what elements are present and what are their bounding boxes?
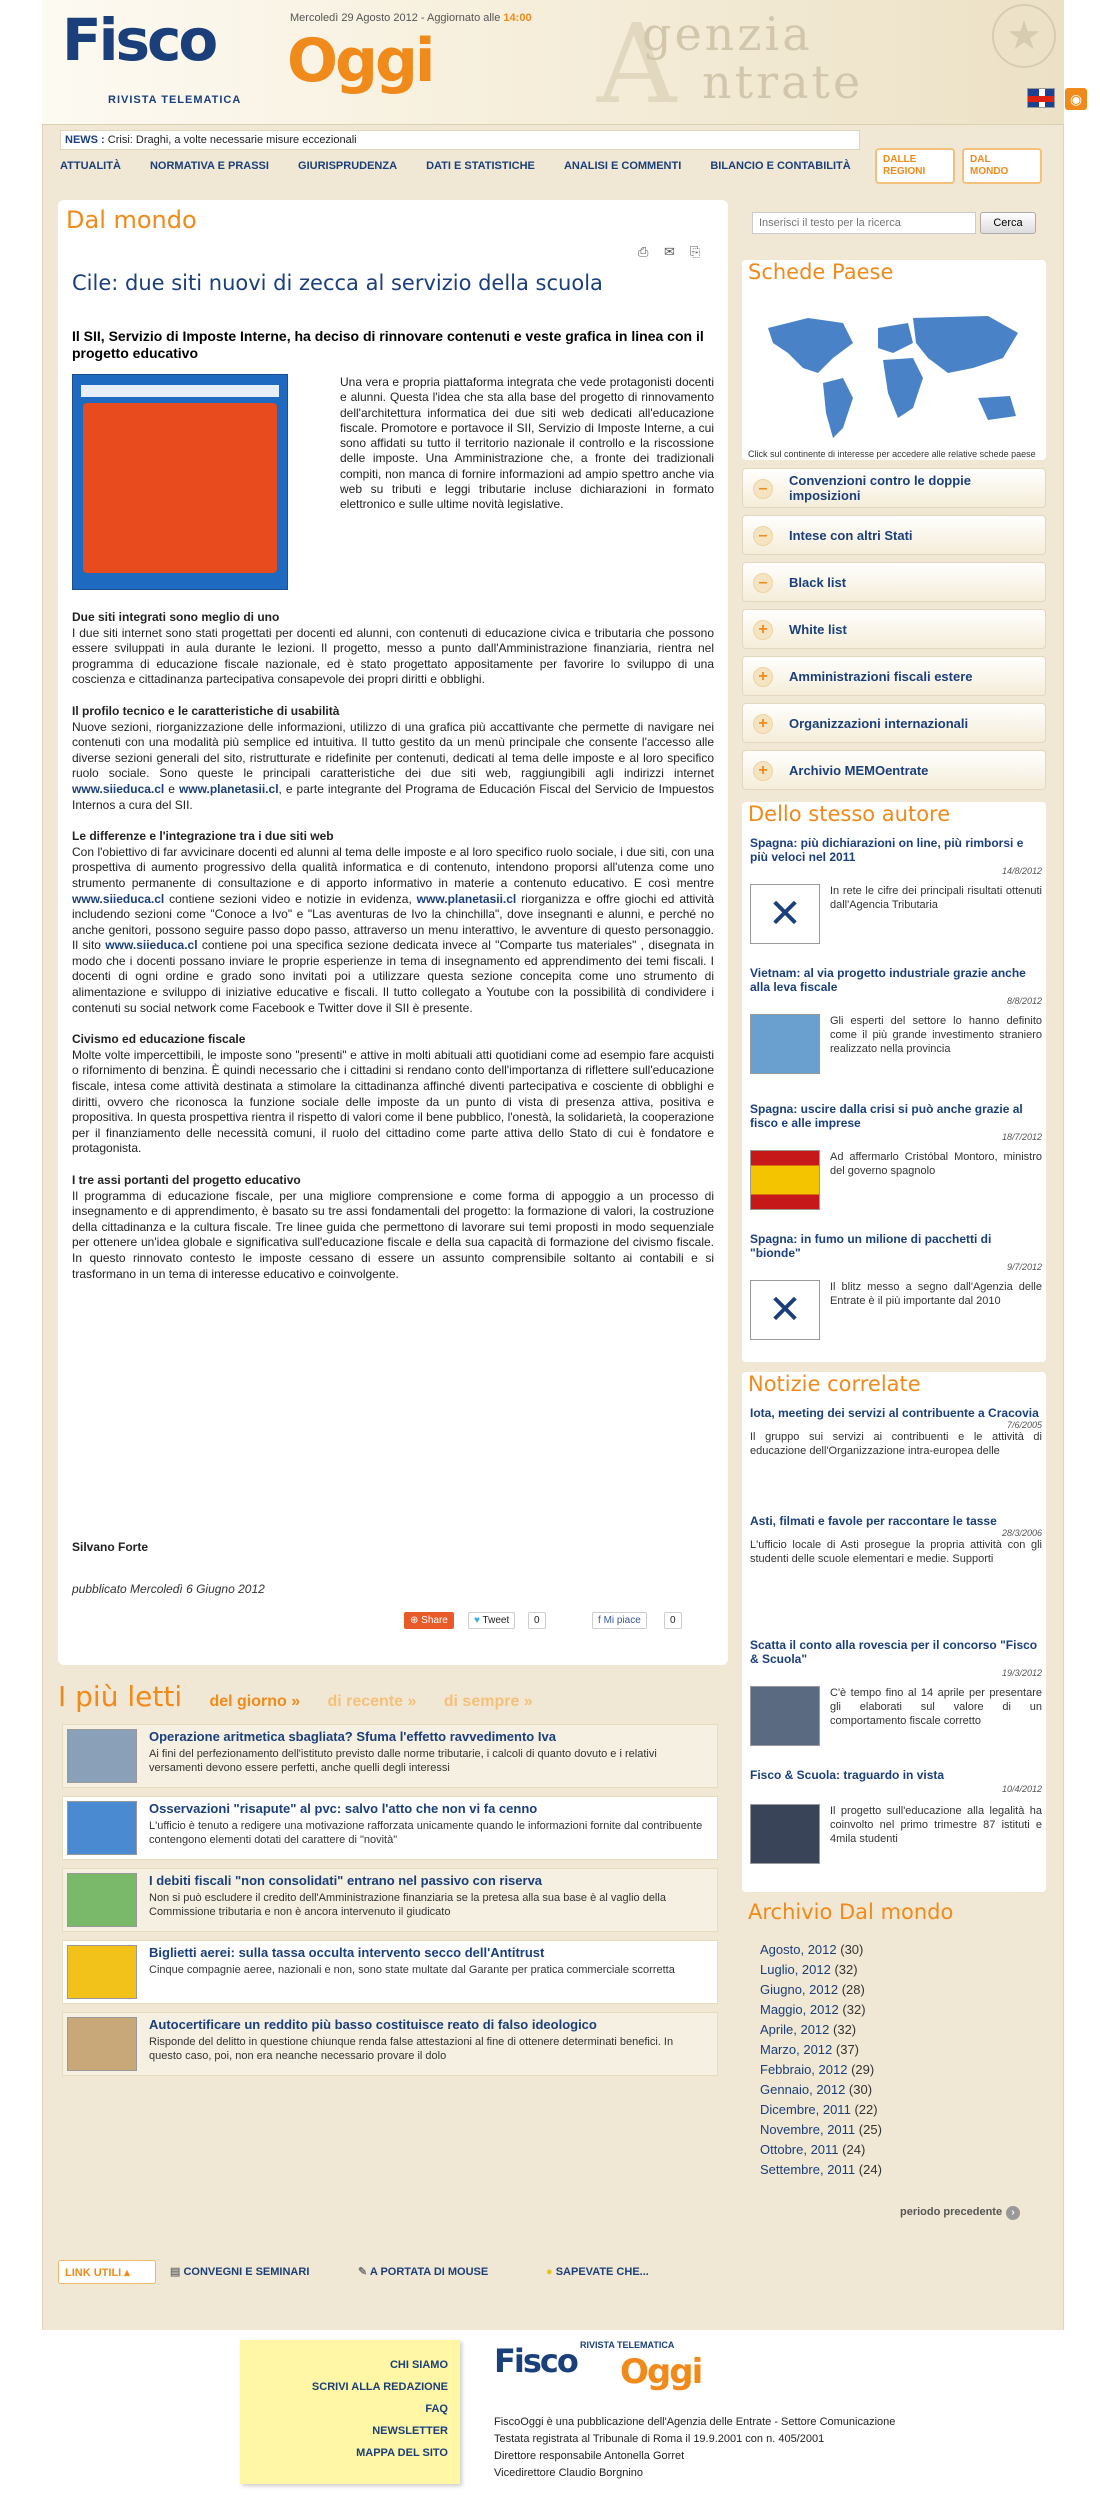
- mondo-line2: MONDO: [970, 166, 1009, 177]
- tweet-count: 0: [528, 1612, 546, 1629]
- sidebar: [740, 200, 1050, 2240]
- accordion-label[interactable]: Convenzioni contro le doppie imposizioni: [789, 473, 971, 503]
- accordion-black-list[interactable]: [742, 562, 1046, 602]
- accordion-organizzazioni[interactable]: [742, 703, 1046, 743]
- previous-period-link[interactable]: [900, 2206, 1020, 2220]
- convegni-link[interactable]: [170, 2260, 309, 2284]
- archive-count: (24): [858, 2162, 882, 2177]
- article-author: Silvano Forte: [72, 1540, 149, 1554]
- item-title[interactable]: Biglietti aerei: sulla tassa occulta intervento secco dell'Antitrust: [149, 1945, 545, 1960]
- plus-icon: +: [753, 714, 773, 734]
- photo-thumbnail: [750, 1686, 820, 1746]
- agencia-tributaria-icon: ✕: [750, 884, 820, 944]
- article-container: [58, 200, 728, 1665]
- search-input[interactable]: [752, 212, 976, 234]
- scrivi-redazione-link[interactable]: SCRIVI ALLA REDAZIONE: [311, 2381, 448, 2393]
- archive-item[interactable]: [760, 2140, 882, 2160]
- accordion-label[interactable]: Black list: [789, 574, 847, 590]
- archive-item[interactable]: [760, 2040, 882, 2060]
- item-title[interactable]: Asti, filmati e favole per raccontare le tasse: [750, 1514, 997, 1528]
- archive-month[interactable]: Aprile, 2012: [760, 2022, 830, 2037]
- item-title[interactable]: Scatta il conto alla rovescia per il concorso "Fisco & Scuola": [750, 1638, 1038, 1666]
- minus-icon: –: [753, 526, 773, 546]
- archive-count: (29): [851, 2062, 875, 2077]
- archive-count: (30): [840, 1942, 864, 1957]
- paragraph: [72, 720, 714, 814]
- section-heading: Due siti integrati sono meglio di uno: [72, 610, 280, 624]
- tweet-button[interactable]: [468, 1612, 515, 1629]
- list-item[interactable]: [750, 836, 1042, 936]
- tab-di-recente[interactable]: di recente »: [327, 1693, 417, 1710]
- portata-mouse-link[interactable]: [358, 2260, 488, 2284]
- box-title: Dello stesso autore: [748, 802, 951, 826]
- nav-giurisprudenza[interactable]: GIURISPRUDENZA: [298, 160, 398, 172]
- share-button[interactable]: [404, 1612, 454, 1629]
- regioni-line1: DALLE: [883, 154, 917, 165]
- plus-icon: +: [753, 667, 773, 687]
- item-date: 18/7/2012: [1001, 1132, 1042, 1142]
- item-desc: In rete le cifre dei principali risultati ottenuti dall'Agencia Tributaria: [830, 885, 1042, 911]
- item-title[interactable]: Vietnam: al via progetto industriale grazie anche alla leva fiscale: [750, 966, 1026, 994]
- item-title[interactable]: Operazione aritmetica sbagliata? Sfuma l'effetto ravvedimento Iva: [149, 1729, 556, 1744]
- agenzia-entrate-logo[interactable]: [642, 7, 864, 109]
- archive-count: (32): [833, 2022, 857, 2037]
- archive-month[interactable]: Luglio, 2012: [760, 1962, 831, 1977]
- list-item[interactable]: [750, 1638, 1042, 1727]
- section-heading: Civismo ed educazione fiscale: [72, 1032, 246, 1047]
- world-map[interactable]: [748, 298, 1040, 448]
- archive-count: (28): [841, 1982, 865, 1997]
- archive-count: (32): [842, 2002, 866, 2017]
- box-title: Archivio Dal mondo: [748, 1900, 954, 1924]
- share-label: Share: [421, 1615, 448, 1626]
- agencia-tributaria-icon: ✕: [750, 1280, 820, 1340]
- news-text[interactable]: Crisi: Draghi, a volte necessarie misure eccezionali: [107, 134, 357, 146]
- accordion-label[interactable]: White list: [789, 621, 847, 637]
- agenzia-a-decoration: A: [597, 0, 677, 128]
- chi-siamo-link[interactable]: CHI SIAMO: [389, 2359, 448, 2371]
- item-desc: Cinque compagnie aeree, nazionali e non, sono state multate dal Garante per pratica commerciale scorretta: [149, 1964, 675, 1976]
- most-read-title: I più letti: [58, 1680, 183, 1713]
- siieduca-link[interactable]: www.siieduca.cl: [72, 781, 165, 796]
- item-desc: Gli esperti del settore lo hanno definito come il più grande investimento straniero realizzato nella provincia: [830, 1015, 1042, 1055]
- archive-item[interactable]: [760, 2020, 882, 2040]
- article-body: [72, 610, 714, 1282]
- oceania-shape: [978, 396, 1016, 420]
- nav-analisi[interactable]: ANALISI E COMMENTI: [563, 160, 682, 172]
- item-date: 7/6/2005: [1006, 1420, 1042, 1430]
- footer-info-line: Vicedirettore Claudio Borgnino: [494, 2467, 643, 2479]
- nav-dati[interactable]: DATI E STATISTICHE: [426, 160, 535, 172]
- list-item[interactable]: [62, 2012, 718, 2076]
- archive-month[interactable]: Gennaio, 2012: [760, 2082, 846, 2097]
- item-desc: C'è tempo fino al 14 aprile per presentare gli elaborati sul valore di un comportamento fiscale corretto: [830, 1687, 1042, 1727]
- update-time: 14:00: [503, 12, 532, 24]
- siieduca-link[interactable]: www.siieduca.cl: [72, 891, 165, 906]
- list-item[interactable]: [750, 966, 1042, 1055]
- sapevate-label: SAPEVATE CHE...: [555, 2266, 649, 2278]
- facebook-icon: f: [598, 1615, 601, 1626]
- map-note: Click sul continente di interesse per accedere alle relative schede paese: [748, 449, 1036, 459]
- chevron-up-icon: ▴: [124, 2267, 130, 2279]
- minus-icon: –: [753, 479, 773, 499]
- item-title[interactable]: Spagna: in fumo un milione di pacchetti di "bionde": [750, 1232, 992, 1260]
- archivio-box: [742, 1900, 1046, 2200]
- list-item[interactable]: [62, 1868, 718, 1932]
- accordion-label[interactable]: Archivio MEMOentrate: [789, 762, 929, 778]
- calendar-icon: ▤: [170, 2266, 181, 2278]
- paragraph-text: contiene sezioni video e notizie in evidenza,: [164, 891, 417, 906]
- fb-count: 0: [664, 1612, 682, 1629]
- box-title: Schede Paese: [748, 260, 894, 284]
- article-title: Cile: due siti nuovi di zecca al servizio della scuola: [72, 271, 603, 295]
- mondo-line1: DAL: [970, 154, 991, 165]
- europe-shape: [878, 323, 913, 353]
- box-title: Notizie correlate: [748, 1372, 921, 1396]
- image-menu-bar: [81, 385, 279, 397]
- archive-item[interactable]: [760, 2000, 882, 2020]
- search-button[interactable]: Cerca: [980, 212, 1036, 234]
- accordion-convenzioni[interactable]: [742, 468, 1046, 508]
- item-desc: Ai fini del perfezionamento dell'istituto previsto dalle norme tributarie, i calcoli di quanto dovuto e i relativi versamenti devono essere perfetti, anche quelli degli interessi: [149, 1748, 657, 1774]
- item-title[interactable]: Spagna: uscire dalla crisi si può anche grazie al fisco e alle imprese: [750, 1102, 1023, 1130]
- list-item[interactable]: [62, 1724, 718, 1788]
- schede-paese-box: [742, 260, 1046, 460]
- site-footer: [0, 2330, 1100, 2500]
- stesso-autore-box: [742, 802, 1046, 1362]
- archive-count: (22): [854, 2102, 878, 2117]
- archive-count: (32): [834, 1962, 858, 1977]
- item-thumbnail: [67, 1801, 137, 1855]
- vietnam-map-thumbnail: [750, 1014, 820, 1074]
- item-thumbnail: [67, 1729, 137, 1783]
- planetasii-link[interactable]: www.planetasii.cl: [416, 891, 517, 906]
- fb-label: Mi piace: [603, 1615, 641, 1626]
- paragraph: Molte volte impercettibili, le imposte sono "presenti" e attive in molti abituali atti quotidiani come ad esempio fare acquisti o rifornimento di benzina. È quindi necessario che i cittadini si rendano conto dell'importanza di riflettere sull'educazione fiscale, intesa come attività destinata a stimolare la cittadinanza affinché diventi partecipativa e cosciente di obblighi e diritti, ovvero che riconosca la funzione sociale delle imposte da un punto di vista di presenza attiva, positiva e propositiva. In questa prospettiva rientra il rispetto di valori come il bene pubblico, l'onestà, la solidarietà, la cooperazione per il finanziamento delle necessità comuni, il ruolo del cittadino come parte attiva dello Stato di cui è fondatore e protagonista.: [72, 1047, 714, 1156]
- archive-month[interactable]: Ottobre, 2011: [760, 2142, 839, 2157]
- list-item[interactable]: [750, 1406, 1042, 1458]
- item-title[interactable]: Fisco & Scuola: traguardo in vista: [750, 1768, 945, 1782]
- footer-info: [494, 2414, 895, 2482]
- news-label: NEWS :: [65, 134, 105, 146]
- item-date: 19/3/2012: [1001, 1668, 1042, 1678]
- tweet-label: Tweet: [482, 1615, 510, 1626]
- minus-icon: –: [753, 573, 773, 593]
- share-plus-icon: ⊕: [410, 1615, 419, 1626]
- faq-link[interactable]: FAQ: [425, 2403, 448, 2415]
- archive-month[interactable]: Febbraio, 2012: [760, 2062, 848, 2077]
- item-desc: Ad affermarlo Cristóbal Montoro, ministro del governo spagnolo: [830, 1151, 1042, 1177]
- link-utili-label: LINK UTILI: [65, 2267, 122, 2279]
- asia-shape: [913, 316, 1018, 373]
- item-thumbnail: [67, 1873, 137, 1927]
- agenzia-word: genzia: [642, 7, 813, 61]
- item-title[interactable]: Osservazioni "risapute" al pvc: salvo l'atto che non vi fa cenno: [149, 1801, 538, 1816]
- section-heading: Il profilo tecnico e le caratteristiche di usabilità: [72, 703, 340, 718]
- uk-flag-icon[interactable]: [1027, 88, 1055, 108]
- link-utili-button[interactable]: [58, 2260, 156, 2284]
- item-date: 28/3/2006: [1001, 1528, 1042, 1538]
- paragraph-text: riorganizza e offre giochi ed attività includendo sezioni come "Conoce a Ivo" e "Las aventuras de Ivo la chinchilla", dove insegnanti e alunni, e perché no anche genitori, possono seguire passo dopo passo, attraverso un menu interattivo, le avventure di questo personaggio. Il sito: [72, 891, 714, 953]
- publish-date: pubblicato Mercoledì 6 Giugno 2012: [72, 1582, 265, 1596]
- accordion-memoentrate[interactable]: [742, 750, 1046, 790]
- archive-item[interactable]: [760, 1960, 882, 1980]
- item-date: 8/8/2012: [1006, 996, 1042, 1006]
- article-intro: Una vera e propria piattaforma integrata che vede protagonisti docenti e alunni. Questa l'idea che sta alla base del progetto di rinnovamento dell'architettura informatica dei due siti web dedicati all'educazione fiscale. Promotore e portavoce il SII, Servizio di Imposte Interne, a cui sono affidati su tutto il territorio nazionale il controllo e la riscossione delle imposte. Una Amministrazione che, a fronte dei tradizionali compiti, non manca di fornire informazioni ad ampio spettro anche via web su tributi e leggi tributarie incluse dichiarazioni in formato elettronico e sulle ultime novità legislative.: [340, 375, 714, 512]
- footer-logo-fisco: Fisco: [494, 2342, 577, 2380]
- archive-month[interactable]: Maggio, 2012: [760, 2002, 839, 2017]
- section-title: Dal mondo: [66, 206, 197, 234]
- paragraph-text: Con l'obiettivo di far avvicinare docenti ed alunni al tema delle imposte e al loro specifico ruolo sociale, i due siti, con una prospettiva di aumento progressivo della qualità informatica e di contenuto, intendono proporsi all'utenza come uno strumento permanente di consultazione e di apporto informativo in materie a contenuto educativo. E così mentre: [72, 844, 714, 890]
- mappa-sito-link[interactable]: MAPPA DEL SITO: [356, 2447, 448, 2459]
- portata-label: A PORTATA DI MOUSE: [369, 2266, 489, 2278]
- footer-info-line: Testata registrata al Tribunale di Roma il 19.9.2001 con n. 405/2001: [494, 2433, 825, 2445]
- archive-month[interactable]: Dicembre, 2011: [760, 2102, 851, 2117]
- item-desc: Il gruppo sui servizi ai contribuenti e le attività di educazione dell'Organizzazione intra-europea delle: [750, 1431, 1042, 1457]
- main-nav: [60, 160, 877, 184]
- logo-fisco[interactable]: Fisco: [62, 6, 216, 74]
- archive-month[interactable]: Agosto, 2012: [760, 1942, 837, 1957]
- tab-di-sempre[interactable]: di sempre »: [443, 1693, 533, 1710]
- news-ticker[interactable]: [60, 130, 860, 150]
- footer-links-bar: [58, 2260, 758, 2290]
- accordion-label[interactable]: Organizzazioni internazionali: [789, 715, 969, 731]
- footer-logo-subtitle: RIVISTA TELEMATICA: [580, 2340, 675, 2350]
- list-item[interactable]: [62, 1940, 718, 2004]
- most-read-section: [58, 1680, 728, 2120]
- photo-thumbnail: [750, 1804, 820, 1864]
- archive-month[interactable]: Marzo, 2012: [760, 2042, 833, 2057]
- archive-list: [760, 1940, 882, 2180]
- site-header: [42, 0, 1083, 128]
- item-desc: Il blitz messo a segno dall'Agenzia delle Entrate è il più importante dal 2010: [830, 1281, 1042, 1307]
- archive-item[interactable]: [760, 1940, 882, 1960]
- plus-icon: +: [753, 761, 773, 781]
- logo-oggi[interactable]: Oggi: [287, 26, 433, 96]
- item-date: 9/7/2012: [1006, 1262, 1042, 1272]
- planetasii-link[interactable]: www.planetasii.cl: [178, 781, 279, 796]
- plus-icon: +: [753, 620, 773, 640]
- print-icon[interactable]: ⎙: [638, 244, 649, 259]
- item-desc: Non si può escludere il credito dell'Amministrazione finanziaria se la pretesa alla sua base è al vaglio della Commissione tributaria e non è ancora intervenuto il giudicato: [149, 1892, 666, 1918]
- newsletter-link[interactable]: NEWSLETTER: [372, 2425, 448, 2437]
- arrow-right-icon: ›: [1006, 2206, 1020, 2220]
- item-title[interactable]: Iota, meeting dei servizi al contribuente a Cracovia: [750, 1406, 1039, 1420]
- archive-item[interactable]: [760, 2060, 882, 2080]
- prev-period-label: periodo precedente: [900, 2206, 1003, 2218]
- footer-logo-oggi: Oggi: [620, 2352, 702, 2392]
- archive-month[interactable]: Novembre, 2011: [760, 2122, 856, 2137]
- nav-normativa[interactable]: NORMATIVA E PRASSI: [149, 160, 269, 172]
- lightbulb-icon: ●: [546, 2266, 553, 2278]
- nav-attualita[interactable]: ATTUALITÀ: [60, 160, 121, 172]
- spain-flag-thumbnail: [750, 1150, 820, 1210]
- archive-count: (37): [835, 2042, 860, 2057]
- item-thumbnail: [67, 2017, 137, 2071]
- paragraph: [72, 845, 714, 1017]
- item-title[interactable]: I debiti fiscali "non consolidati" entrano nel passivo con riserva: [149, 1873, 543, 1888]
- archive-item[interactable]: [760, 2100, 882, 2120]
- item-desc: L'ufficio locale di Asti prosegue la propria attività con gli studenti delle scuole elementari e medie. Supporti: [750, 1539, 1042, 1565]
- north-america-shape: [768, 318, 853, 373]
- list-item[interactable]: [750, 1514, 1042, 1566]
- nav-bilancio[interactable]: BILANCIO E CONTABILITÀ: [710, 160, 851, 172]
- item-date: 14/8/2012: [1001, 866, 1042, 876]
- dal-mondo-button[interactable]: [962, 148, 1042, 184]
- archive-item[interactable]: [760, 1980, 882, 2000]
- archive-count: (24): [842, 2142, 866, 2157]
- paragraph-text: e: [164, 781, 179, 796]
- siieduca-link[interactable]: www.siieduca.cl: [105, 938, 198, 953]
- accordion-label[interactable]: Amministrazioni fiscali estere: [789, 668, 973, 684]
- article-image: [72, 374, 288, 590]
- list-item[interactable]: [750, 1102, 1042, 1177]
- archive-item[interactable]: [760, 2120, 882, 2140]
- most-read-tabs: [58, 1680, 533, 1713]
- south-america-shape: [823, 378, 853, 438]
- section-heading: Le differenze e l'integrazione tra i due siti web: [72, 829, 334, 844]
- footer-info-line: Direttore responsabile Antonella Gorret: [494, 2450, 685, 2462]
- item-desc: L'ufficio è tenuto a redigere una motivazione rafforzata unicamente quando le informazioni fornite dal contribuente contengono elementi dotati del carattere di "novità": [149, 1820, 703, 1846]
- notizie-correlate-box: [742, 1372, 1046, 1892]
- footer-postit-menu: [240, 2340, 460, 2484]
- paragraph-text: contiene poi una specifica sezione dedicata invece al "Comparte tus materiales" , disegnata in modo che i docenti possano inviare le proprie esperienze in tema di insegnamento ed apprendimento dei temi fiscali. I docenti di ogni ordine e grado sono invitati poi a utilizzare questa sezione concepita come uno strumento di alimentazione e sviluppo di iniziative educative e fiscali. Il tutto collegato a Youtube con la possibilità di condividere i contenuti su social network come Facebook e Twitter dove il SII è presente.: [72, 938, 715, 1015]
- accordion-label[interactable]: Intese con altri Stati: [789, 527, 913, 543]
- header-date: [290, 12, 532, 24]
- dalle-regioni-button[interactable]: [875, 148, 955, 184]
- rss-icon[interactable]: ◉: [1065, 88, 1087, 110]
- list-item[interactable]: [750, 1768, 1042, 1845]
- sapevate-link[interactable]: [546, 2260, 649, 2284]
- paragraph-text: Nuove sezioni, riorganizzazione delle informazioni, utilizzo di una grafica più accattivante che permette di navigare nei contenuti con una modalità più semplice ed intuitiva. Il tutto gestito da un menù principale che consente l'accesso alle diverse sezioni generali del sito, ristrutturate e ridefinite per contenuti, dedicati al tema delle imposte e al loro specifico ruolo sociale. Sono queste le principali caratteristiche dei due siti web, raggiungibili agli indirizzi internet: [72, 719, 714, 781]
- footer-info-line: FiscoOggi è una pubblicazione dell'Agenzia delle Entrate - Settore Comunicazione: [494, 2416, 896, 2428]
- paragraph: Il programma di educazione fiscale, per una migliore comprensione e come forma di appoggio a un processo di insegnamento e di apprendimento, è basato su tre assi fondamentali del progetto: la formazione di valori, la costruzione della cittadinanza e la cultura fiscale. Tre linee guida che permettono di lavorare sui temi proposti in modo sequenziale per ottenere un'idea globale e significativa sull'educazione fiscale e della sua capacità di formazione del civismo fiscale. In questo rinnovato contesto le imposte cessano di essere un assunto comprensibile soltanto ai contabili e si trasformano in un tema di interesse educativo e coinvolgente.: [72, 1188, 714, 1281]
- article-tools: [628, 244, 706, 260]
- item-desc: Il progetto sull'educazione alla legalità ha coinvolto nel primo trimestre 87 istituti e 4mila studenti: [830, 1805, 1042, 1845]
- paragraph-text: , e parte integrante del Programa de Educación Fiscal del Servicio de Impuestos Internos a cura del SII.: [72, 781, 714, 812]
- convegni-label: CONVEGNI E SEMINARI: [183, 2266, 310, 2278]
- twitter-bird-icon: ♥: [474, 1615, 480, 1626]
- date-text: Mercoledì 29 Agosto 2012 - Aggiornato alle: [290, 12, 504, 24]
- paragraph: I due siti internet sono stati progettati per docenti ed alunni, con contenuti di educazione civica e tributaria che possono essere sviluppati in aula durante le lezioni. Il progetto, messo a punto dall'Amministrazione finanziaria, rientra nel programma di educazione fiscale nazionale, ed è stato progettato appositamente per favorire lo sviluppo di una coscienza e cittadinanza partecipativa consapevole dei propri diritti e obblighi.: [72, 625, 714, 687]
- email-icon[interactable]: ✉: [664, 244, 675, 259]
- section-heading: I tre assi portanti del progetto educativo: [72, 1173, 301, 1187]
- accordion-amministrazioni[interactable]: [742, 656, 1046, 696]
- mouse-icon: ✎: [358, 2266, 368, 2278]
- archive-month[interactable]: Giugno, 2012: [760, 1982, 839, 1997]
- list-item[interactable]: [62, 1796, 718, 1860]
- facebook-like-button[interactable]: [592, 1612, 647, 1629]
- entrate-word: ntrate: [702, 55, 864, 109]
- archive-month[interactable]: Settembre, 2011: [760, 2162, 856, 2177]
- archive-count: (30): [848, 2082, 873, 2097]
- article-subtitle: Il SII, Servizio di Imposte Interne, ha deciso di rinnovare contenuti e veste grafica in linea con il progetto educativo: [72, 328, 704, 361]
- archive-item[interactable]: [760, 2080, 882, 2100]
- star-emblem-icon: ★: [992, 4, 1056, 68]
- accordion-white-list[interactable]: [742, 609, 1046, 649]
- item-title[interactable]: Spagna: più dichiarazioni on line, più rimborsi e più veloci nel 2011: [750, 836, 1024, 864]
- tab-del-giorno[interactable]: del giorno »: [209, 1693, 301, 1710]
- item-desc: Risponde del delitto in questione chiunque renda false attestazioni al fine di ottenere determinati benefici. In questo caso, poi, non era neanche necessario provare il dolo: [149, 2036, 674, 2062]
- item-title[interactable]: Autocertificare un reddito più basso costituisce reato di falso ideologico: [149, 2017, 597, 2032]
- africa-shape: [883, 358, 923, 418]
- item-date: 10/4/2012: [1001, 1784, 1042, 1794]
- archive-count: (25): [858, 2122, 882, 2137]
- item-thumbnail: [67, 1945, 137, 1999]
- pdf-icon[interactable]: ⎘: [690, 244, 701, 259]
- image-game-panel: [83, 403, 277, 573]
- archive-item[interactable]: [760, 2160, 882, 2180]
- list-item[interactable]: [750, 1232, 1042, 1332]
- regioni-line2: REGIONI: [883, 166, 926, 177]
- logo-subtitle: RIVISTA TELEMATICA: [108, 94, 242, 106]
- accordion-intese[interactable]: [742, 515, 1046, 555]
